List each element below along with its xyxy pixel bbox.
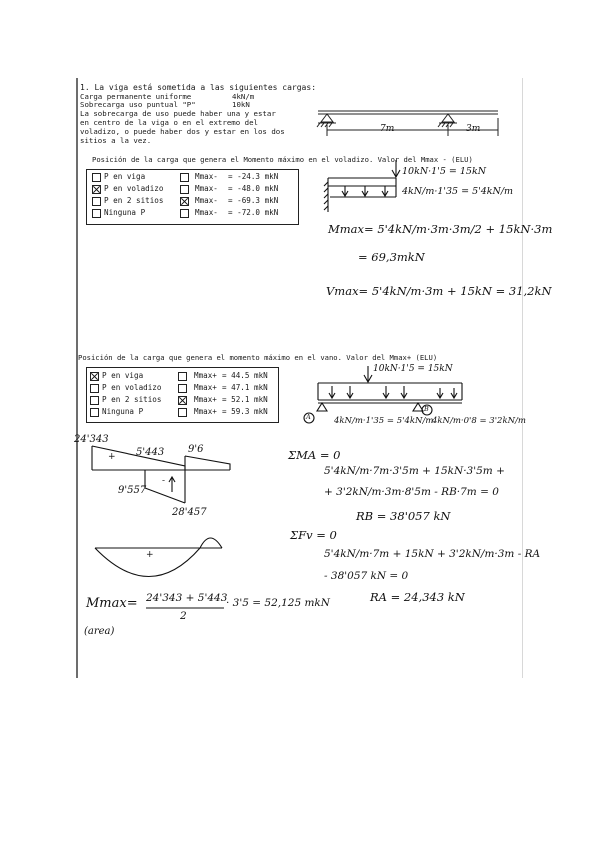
s1-opt4-m-value: = -72.0 mkN [228, 208, 279, 217]
s2-mmax-label: Mmax= [86, 596, 138, 611]
sum-ma-eq: ΣMA = 0 [288, 448, 341, 462]
ma-eq-line-1: 5'4kN/m·7m·3'5m + 15kN·3'5m + [324, 465, 505, 477]
problem-line-4: La sobrecarga de uso puede haber una y estar [80, 109, 276, 118]
s2-opt3-m-label: Mmax+ [194, 395, 217, 404]
problem-line-3-value: 10kN [232, 100, 250, 109]
s2-mmax-result: · 3'5 = 52,125 mkN [226, 597, 330, 609]
s1-opt4-m-label: Mmax- [195, 208, 218, 217]
s2-mmax-numerator: 24'343 + 5'443 [146, 592, 228, 604]
shear-sign-positive: + [108, 452, 116, 462]
sum-fv-eq: ΣFv = 0 [290, 528, 337, 542]
s2-opt4-m-value: = 59.3 mkN [222, 407, 268, 416]
fv-eq-line-2: - 38'057 kN = 0 [324, 570, 409, 582]
s1-opt1-m-label: Mmax- [195, 172, 218, 181]
s1-opt3-m-value: = -69.3 mkN [228, 196, 279, 205]
rb-result: RB = 38'057 kN [356, 509, 451, 523]
problem-line-6: voladizo, o puede haber dos y estar en los dos [80, 127, 285, 136]
problem-line-2-value: 4kN/m [232, 92, 255, 101]
shear-sign-negative: - [162, 476, 166, 486]
s2-opt2-label: P en voladizo [102, 383, 162, 392]
s2-opt2-m-value: = 47.1 mkN [222, 383, 268, 392]
shear-value-3: 9'6 [188, 444, 204, 455]
ra-result: RA = 24,343 kN [370, 590, 465, 604]
s2-support-a: A [306, 413, 311, 421]
s2-point-load-text: 10kN·1'5 = 15kN [373, 364, 453, 374]
problem-line-2-label: Carga permanente uniforme [80, 92, 192, 101]
s2-support-b: B [424, 405, 429, 413]
section1-heading: Posición de la carga que genera el Momento máximo en el voladizo. Valor del Mmax - (ELU) [92, 155, 473, 164]
s2-opt4-label: Ninguna P [102, 407, 144, 416]
s2-opt1-m-value: = 44.5 mkN [222, 371, 268, 380]
s1-opt3-m-label: Mmax- [195, 196, 218, 205]
s2-mmax-denominator: 2 [180, 610, 187, 622]
s1-opt1-m-value: = -24.3 mkN [228, 172, 279, 181]
s1-opt4-label: Ninguna P [104, 208, 146, 217]
s1-vmax-eq: Vmax= 5'4kN/m·3m + 15kN = 31,2kN [326, 284, 552, 298]
ma-eq-line-2: + 3'2kN/m·3m·8'5m - RB·7m = 0 [324, 486, 499, 498]
s1-mmax-result: = 69,3mkN [358, 250, 425, 264]
shear-value-4: 9'557 [118, 485, 147, 496]
s1-opt2-label: P en voladizo [104, 184, 164, 193]
shear-value-5: 28'457 [172, 507, 207, 518]
fv-eq-line-1: 5'4kN/m·7m + 15kN + 3'2kN/m·3m - RA [324, 548, 541, 560]
s1-opt1-label: P en viga [104, 172, 146, 181]
s2-load-left-text: 4kN/m·1'35 = 5'4kN/m [334, 416, 434, 426]
s2-opt1-label: P en viga [102, 371, 144, 380]
s2-load-right-text: 4kN/m·0'8 = 3'2kN/m [432, 416, 526, 426]
shear-value-1: 24'343 [74, 434, 109, 445]
s1-opt3-label: P en 2 sitios [104, 196, 164, 205]
s2-opt1-m-label: Mmax+ [194, 371, 217, 380]
s1-mmax-eq: Mmax= 5'4kN/m·3m·3m/2 + 15kN·3m [328, 222, 553, 236]
problem-line-1: 1. La viga está sometida a las siguientes cargas: [80, 83, 317, 92]
s1-opt2-m-value: = -48.0 mkN [228, 184, 279, 193]
s2-opt4-m-label: Mmax+ [194, 407, 217, 416]
s1-point-load-text: 10kN·1'5 = 15kN [402, 166, 487, 177]
s2-opt3-m-value: = 52.1 mkN [222, 395, 268, 404]
s1-opt2-m-label: Mmax- [195, 184, 218, 193]
shear-value-2: 5'443 [136, 447, 165, 458]
span-cantilever-label: 3m [466, 124, 481, 134]
s1-dist-load-text: 4kN/m·1'35 = 5'4kN/m [402, 186, 514, 197]
section2-heading: Posición de la carga que genera el momento máximo en el vano. Valor del Mmax+ (ELU) [78, 353, 438, 362]
s2-opt3-label: P en 2 sitios [102, 395, 162, 404]
span-main-label: 7m [380, 124, 395, 134]
moment-sign: + [146, 550, 154, 560]
problem-line-5: en centro de la viga o en el extremo del [80, 118, 258, 127]
area-note: (area) [84, 626, 115, 637]
problem-line-3-label: Sobrecarga uso puntual "P" [80, 100, 196, 109]
s2-opt2-m-label: Mmax+ [194, 383, 217, 392]
problem-line-7: sitios a la vez. [80, 136, 152, 145]
